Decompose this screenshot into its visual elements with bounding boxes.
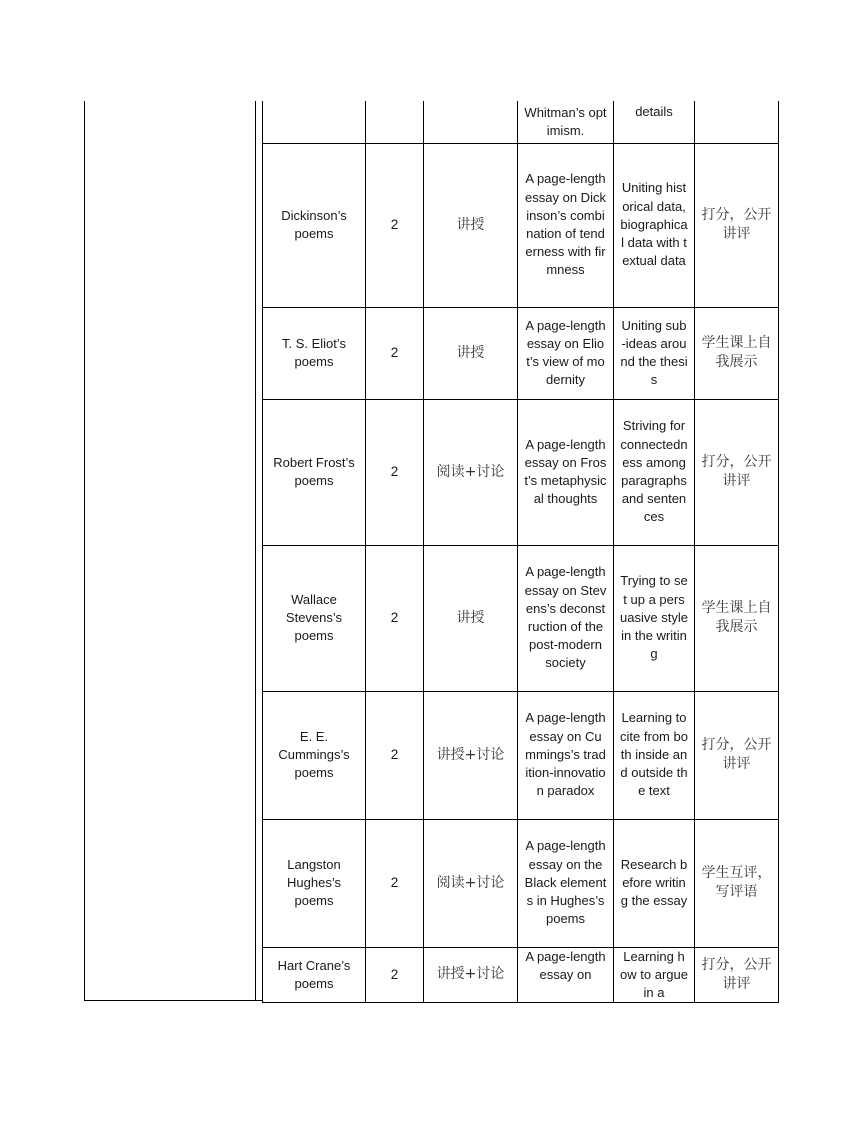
method-cell: 讲授+讨论 [424,691,518,819]
unit-title-cell [263,101,366,143]
essay-cell: Whitman’s optimism. [518,101,614,143]
course-schedule-table [262,101,779,1003]
skill-cell: Trying to set up a persuasive style in the writing [614,545,695,691]
assessment-cell: 学生互评，写评语 [695,819,779,947]
table-row [263,399,779,545]
unit-title-cell: Langston Hughes’s poems [263,819,366,947]
assessment-cell [695,101,779,143]
skill-cell: Striving for connectedness among paragraphs and sentences [614,399,695,545]
table-row [263,545,779,691]
assessment-cell: 打分，公开讲评 [695,143,779,307]
unit-title-cell: E. E. Cummings’s poems [263,691,366,819]
unit-title-cell: Dickinson’s poems [263,143,366,307]
hours-cell: 2 [366,819,424,947]
assessment-cell: 打分，公开讲评 [695,947,779,1003]
table-row [263,947,779,1003]
hours-cell: 2 [366,143,424,307]
assessment-cell: 学生课上自我展示 [695,545,779,691]
unit-title-cell: Hart Crane’s poems [263,947,366,1003]
table-row [263,307,779,399]
method-cell: 讲授 [424,307,518,399]
essay-cell: A page-length essay on Dickinson’s combination of tenderness with firmness [518,143,614,307]
method-cell: 阅读+讨论 [424,399,518,545]
essay-cell: A page-length essay on [518,947,614,1003]
assessment-cell: 打分，公开讲评 [695,399,779,545]
hours-cell: 2 [366,307,424,399]
essay-cell: A page-length essay on Eliot’s view of modernity [518,307,614,399]
hours-cell: 2 [366,947,424,1003]
skill-cell: details [614,101,695,143]
essay-cell: A page-length essay on Cummings’s tradition-innovation paradox [518,691,614,819]
assessment-cell: 打分，公开讲评 [695,691,779,819]
table-row [263,101,779,143]
unit-title-cell: Robert Frost’s poems [263,399,366,545]
method-cell: 讲授 [424,143,518,307]
table-row [263,143,779,307]
method-cell: 阅读+讨论 [424,819,518,947]
hours-cell: 2 [366,399,424,545]
method-cell [424,101,518,143]
outer-bottom-border [84,1000,263,1001]
skill-cell: Learning how to argue in a [614,947,695,1003]
method-cell: 讲授+讨论 [424,947,518,1003]
skill-cell: Uniting sub-ideas around the thesis [614,307,695,399]
unit-title-cell: T. S. Eliot’s poems [263,307,366,399]
outer-second-border [255,101,256,1001]
hours-cell: 2 [366,691,424,819]
assessment-cell: 学生课上自我展示 [695,307,779,399]
hours-cell: 2 [366,545,424,691]
skill-cell: Learning to cite from both inside and outside the text [614,691,695,819]
essay-cell: A page-length essay on the Black elements in Hughes’s poems [518,819,614,947]
outer-left-border [84,101,85,1001]
essay-cell: A page-length essay on Frost’s metaphysical thoughts [518,399,614,545]
method-cell: 讲授 [424,545,518,691]
unit-title-cell: Wallace Stevens’s poems [263,545,366,691]
hours-cell [366,101,424,143]
table-row [263,819,779,947]
table-row [263,691,779,819]
skill-cell: Uniting historical data, biographical data with textual data [614,143,695,307]
essay-cell: A page-length essay on Stevens’s deconstruction of the post-modern society [518,545,614,691]
skill-cell: Research before writing the essay [614,819,695,947]
